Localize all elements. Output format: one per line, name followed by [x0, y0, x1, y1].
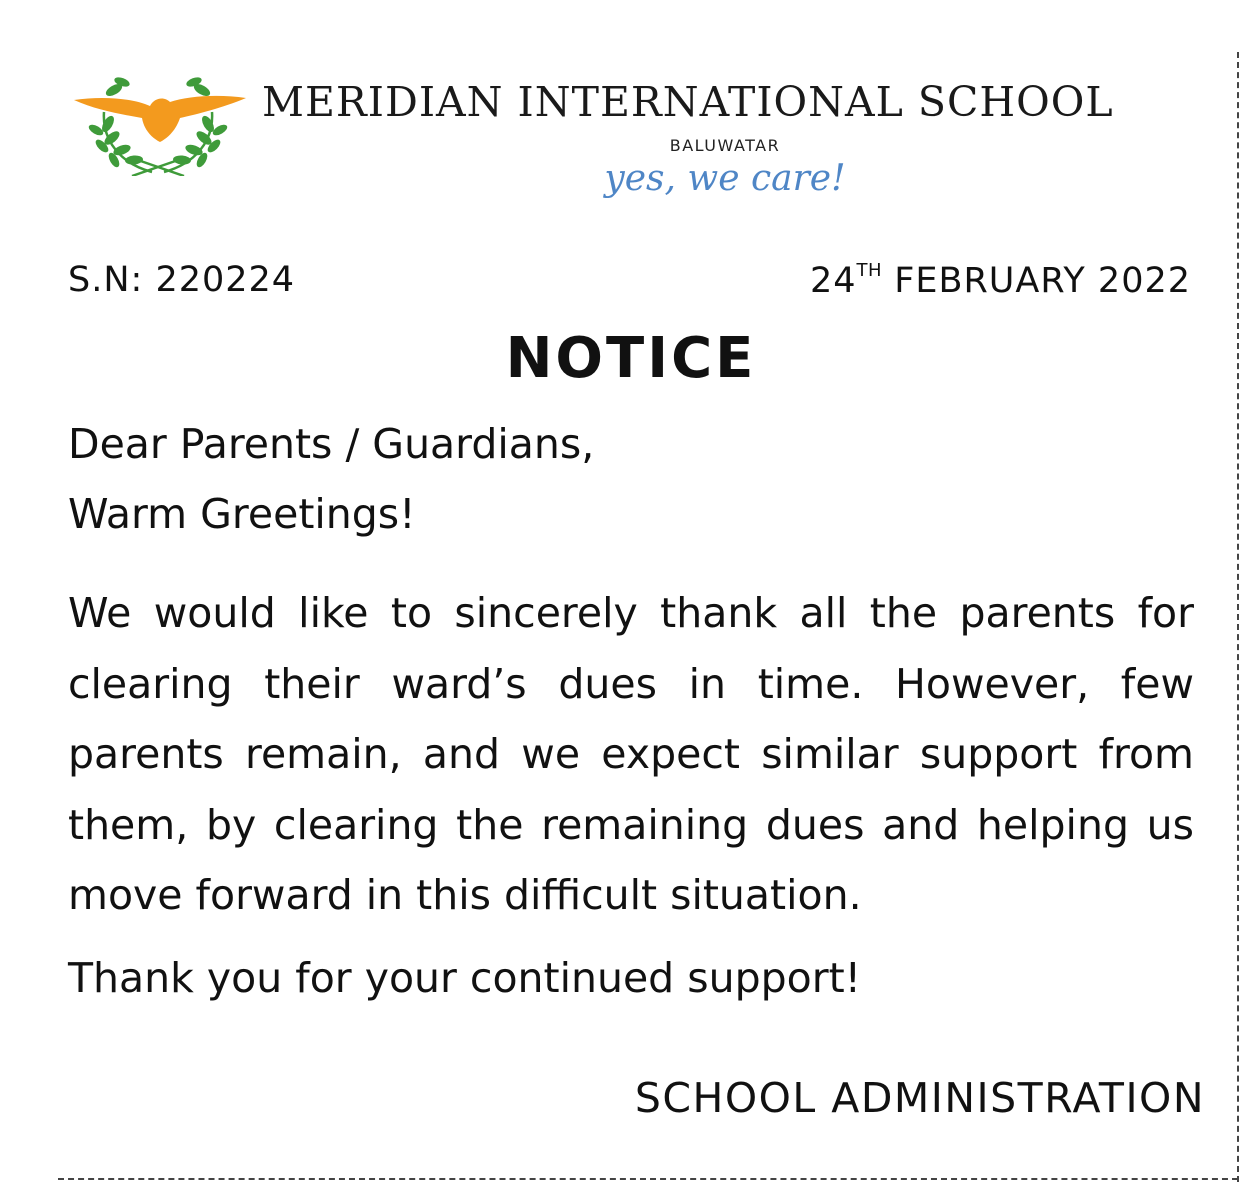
salutation: Dear Parents / Guardians,: [68, 420, 595, 468]
serial-number: S.N: 220224: [68, 260, 296, 300]
notice-body: We would like to sincerely thank all the parents for clearing their ward’s dues in time. However, few parents remain, and we expect similar support from them, by clearing the remaining dues and helping us move forward in this difficult situation.: [68, 589, 1194, 919]
notice-date: [810, 260, 1191, 301]
notice-title: NOTICE: [505, 326, 757, 391]
school-name: MERIDIAN INTERNATIONAL SCHOOL: [262, 78, 1114, 126]
closing-line: Thank you for your continued support!: [68, 954, 862, 1002]
dashed-cut-line-right: [1237, 52, 1239, 1182]
date-month-year: FEBRUARY 2022: [882, 261, 1191, 301]
signature: SCHOOL ADMINISTRATION: [634, 1074, 1205, 1122]
eagle-wreath-logo-icon: [72, 72, 248, 176]
school-tagline: yes, we care!: [604, 158, 846, 199]
dashed-cut-line-bottom: [58, 1178, 1238, 1180]
greeting: Warm Greetings!: [68, 490, 416, 538]
school-location: BALUWATAR: [669, 136, 781, 155]
date-day: 24: [810, 261, 857, 301]
date-ordinal-suffix: TH: [856, 260, 883, 281]
